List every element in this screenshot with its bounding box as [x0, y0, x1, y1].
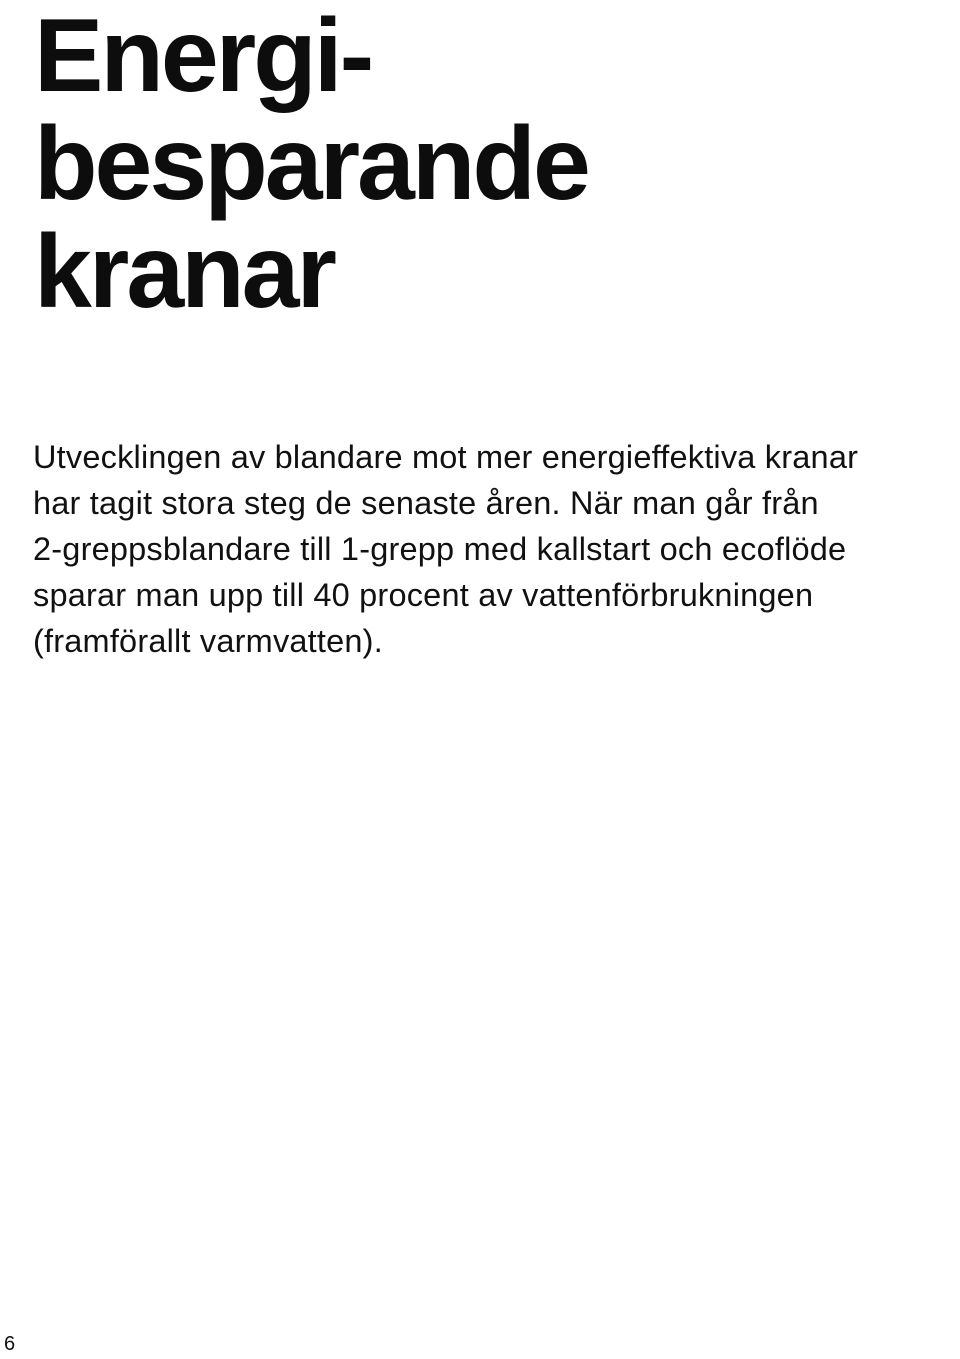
body-line-2: har tagit stora steg de senaste åren. När man går från	[33, 485, 819, 521]
body-line-1: Utvecklingen av blandare mot mer energieffektiva kranar	[33, 439, 859, 475]
page-number: 6	[4, 1333, 16, 1355]
page-title	[34, 0, 588, 330]
body-line-4: sparar man upp till 40 procent av vattenförbrukningen	[33, 577, 814, 613]
title-line-2: besparande	[34, 106, 588, 222]
body-line-5: (framförallt varmvatten).	[33, 623, 383, 659]
title-line-3: kranar	[34, 214, 334, 330]
body-line-3: 2-greppsblandare till 1-grepp med kallstart och ecoflöde	[33, 531, 847, 567]
body-paragraph	[33, 434, 953, 664]
title-line-1: Energi-	[34, 0, 372, 114]
